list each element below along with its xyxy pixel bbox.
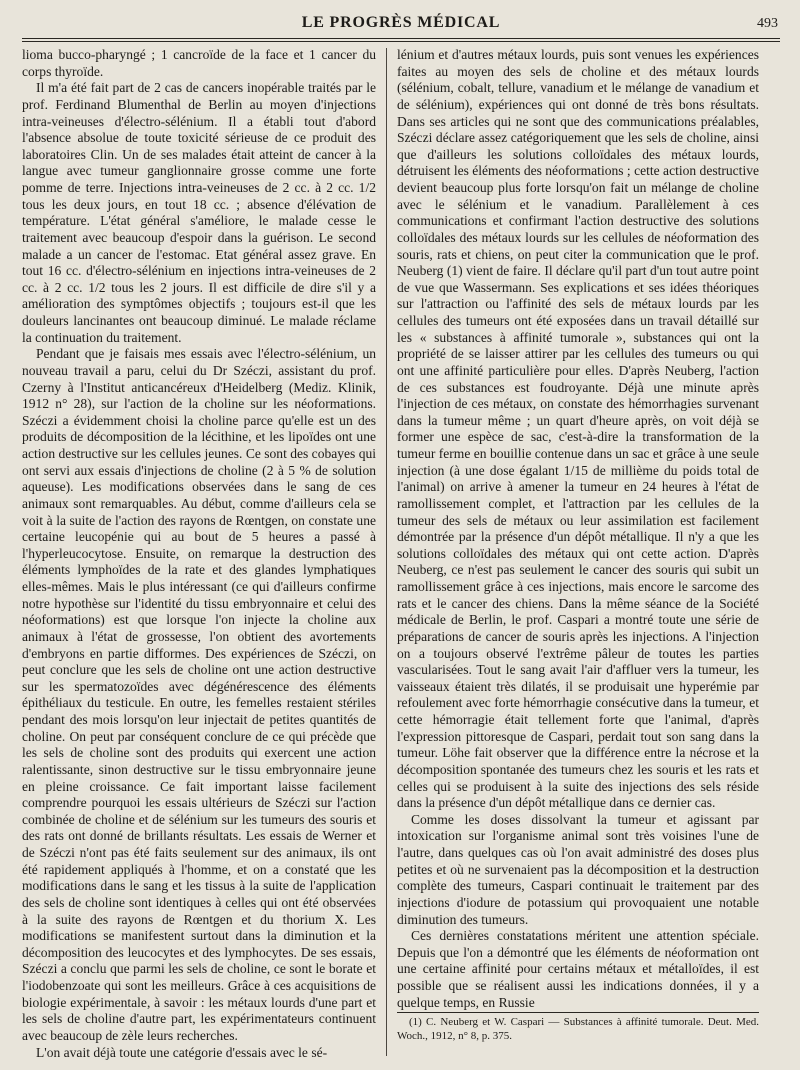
paragraph: Comme les doses dissolvant la tumeur et agissant par intoxication sur l'organisme animal sont très voisines l'une de l'autre, dans quelques cas où l'on avait administré des doses plus petites et où ne survenaient pas la décomposition et la destruction complète des tumeurs, Caspari continuait le traitement par des injections d'iodure de potassium qui provoquaient une notable diminution des tumeurs. [397,811,759,927]
footnote [397,1016,759,1043]
paragraph: lénium et d'autres métaux lourds, puis sont venues les expériences faites au moyen des sels de choline et des métaux lourds (sélénium, cobalt, tellure, vanadium et le mélange de vanadium et de sélénium), expériences qui ont donné de très bons résultats. Dans ses articles qui ne sont que des communications préalables, Széczi déclare assez catégoriquement que les sels de choline, ainsi que d'ailleurs les solutions colloïdales des métaux lourds, détruisent les éléments des néoformations ; cette action destructive devient beaucoup plus forte lorsqu'on fait un mélange de choline avec le sélénium et le vanadium. Parallèlement à ces communications et confirmant l'action destructive des solutions colloïdales des métaux lourds sur les cellules de néoformation des souris, rats et chiens, on peut citer la communication que le prof. Neuberg (1) vient de faire. Il déclare qu'il part d'un tout autre point de vue que Wassermann. Ses explications et ses idées théoriques sur l'attraction ou l'affinité des sels de métaux lourds par les cellules des tumeurs ont été exposées dans un travail détaillé sur les « substances à affinité tumorale », substances qui ont la propriété de se laisser attirer par les cellules des tumeurs ou qui ont une affinité particulière pour elles. D'après Neuberg, l'action de ces substances est foudroyante. Déjà une minute après l'injection de ces métaux, on constate des hémorrhagies survenant dans la tumeur même ; un quart d'heure après, on voit déjà se former une espèce de sac, c'est-à-dire la transformation de la tumeur ferme en bouillie contenue dans un sac et grâce à une seule injection (à une dose égalant 1/15 de millième du poids total de l'animal) on arrive à amener la tumeur en 24 heures à l'état de ramollissement complet, et l'attraction par les cellules de la tumeur des sels de métaux ou leur assimilation est facilement démontrée par la présence d'un dépôt métallique. Il n'y a que les solutions colloïdales des métaux qui ont cette action. D'après Neuberg, ce n'est pas seulement le cancer des souris qui subit un ramollissement grâce à ces injections, mais encore le sarcome des rats et le cancer des chiens. Dans la même séance de la Société médicale de Berlin, le prof. Caspari a montré toute une série de préparations de cancer de souris après les injections. A l'injection on a toujours observé l'extrême pâleur de toutes les parties vascularisées. Tout le sang avait l'air d'affluer vers la tumeur, les vaisseaux étaient très dilatés, il se produisait une hyperémie par refoulement avec forte hémorrhagie consécutive dans la tumeur, et cette hémorragie était tellement forte que l'animal, d'après l'expression pittoresque de Caspari, perdait tout son sang dans la tumeur. Löhe fait observer que la différence entre la nécrose et la décomposition spontanée des tumeurs chez les souris et les rats et celles qui se produisent à la suite des injections des sels réside dans la présence d'un dépôt métallique dans ce dernier cas. [397,47,759,811]
right-column [397,47,759,1011]
column-divider [386,48,387,1056]
running-header [22,14,780,40]
paragraph: lioma bucco-pharyngé ; 1 cancroïde de la face et 1 cancer du corps thyroïde. [22,47,376,79]
left-column [22,47,376,1061]
page-number: 493 [757,16,778,31]
header-rule-top [22,38,780,39]
footnote-rule [397,1012,759,1013]
journal-title: LE PROGRÈS MÉDICAL [301,14,501,31]
footnote-text: (1) C. Neuberg et W. Caspari — Substances à affinité tumorale. Deut. Med. Woch., 1912, n° 8, p. 375. [397,1016,759,1042]
paragraph: Il m'a été fait part de 2 cas de cancers inopérable traités par le prof. Ferdinand Blumenthal de Berlin au moyen d'injections intra-veineuses d'électro-sélénium. Il a établi tout d'abord l'absence absolue de toute toxicité sérieuse de ce produit des laboratoires Clin. Un de ses malades était atteint de cancer à la langue avec tumeur ganglionnaire grosse comme une forte pomme de terre. Injections intra-veineuses de 2 cc. à 2 cc. 1/2 tous les deux jours, en tout 18 cc. ; absence d'élévation de température. L'état général s'améliore, le malade cesse le traitement avec beaucoup d'espoir dans la guérison. Le second malade a un cancer de l'estomac. Etat général assez grave. En tout 16 cc. d'électro-sélénium en injections intra-veineuses de 2 cc. à 2 cc. 1/2 tous les 2 jours. Il est difficile de dire s'il y a amélioration des symptômes objectifs ; toujours est-il que les douleurs lancinantes ont beaucoup diminué. Le malade réclame la continuation du traitement. [22,80,376,345]
paragraph: Pendant que je faisais mes essais avec l'électro-sélénium, un nouveau travail a paru, celui du Dr Széczi, assistant du prof. Czerny à l'Institut anticancéreux d'Heidelberg (Mediz. Klinik, 1912 n° 28), sur l'action de la choline sur les néoformations. Széczi a évidemment choisi la choline parce qu'elle est un des produits de décomposition de la lécithine, et les lipoïdes ont une action destructive sur les cellules jeunes. Ce sont des cobayes qui ont servi aux essais d'injections de choline (2 à 5 % de solution aqueuse). Les modifications observées dans le sang de ces animaux sont remarquables. Au début, comme d'ailleurs cela se voit à la suite de l'action des rayons de Rœntgen, on constate une certaine leucopénie qui au bout de 5 heures a passé à l'hyperleucocytose. Ensuite, on remarque la destruction des éléments lymphoïdes de la rate et des glandes lymphatiques elles-mêmes. Mais le plus intéressant (ce qui d'ailleurs confirme notre hypothèse sur l'identité du tissu embryonnaire et celui des néoformations) est que lorsque l'on injecte la choline aux animaux à l'état de grossesse, l'on obtient des avortements d'embryons en partie difformes. Des expériences de Széczi, on peut conclure que les sels de choline ont une action destructive sur les spermatozoïdes avec dégénérescence des éléments épithéliaux du testicule. En outre, les femelles restaient stériles pendant des mois lorsqu'on leur injectait de petites quantités de choline. On peut par conséquent conclure de ce qui précède que les sels de choline sont des produits qui exercent une action ralentissante, sinon destructive sur le tissu embryonnaire jeune en pleine croissance. Ce fait important laisse facilement comprendre pourquoi les essais ultérieurs de Széczi sur l'action combinée de choline et de sélénium sur les tumeurs des souris et des rats ont donné de brillants résultats. Les essais de Werner et de Széczi n'ont pas été faits seulement sur des animaux, ils ont été rapidement appliqués à l'homme, et on a constaté que les modifications dans le sang et les tissus à la suite de l'application des sels de choline sont identiques à celles qui ont été observées à la suite des rayons de Rœntgen et du thorium X. Les modifications se manifestent surtout dans la diminution et la décomposition des leucocytes et des lymphocytes. De ses essais, Széczi a conclu que parmi les sels de choline, ce sont le borate et l'iodobenzoate qui sont les meilleurs. Grâce à ces acquisitions de biologie expérimentale, à savoir : les métaux lourds d'une part et les sels de choline d'autre part, les expérimentateurs continuent avec beaucoup de zèle leurs recherches. [22,346,377,1043]
header-rule-bottom [22,41,780,42]
paragraph: Ces dernières constatations méritent une attention spéciale. Depuis que l'on a démontré que les éléments de néoformation ont une certaine affinité pour certains métaux et métalloïdes, il est possible que se réalisent aussi les indications données, il y a quelque temps, en Russie [397,928,759,1010]
paragraph: L'on avait déjà toute une catégorie d'essais avec le sé- [36,1044,328,1060]
